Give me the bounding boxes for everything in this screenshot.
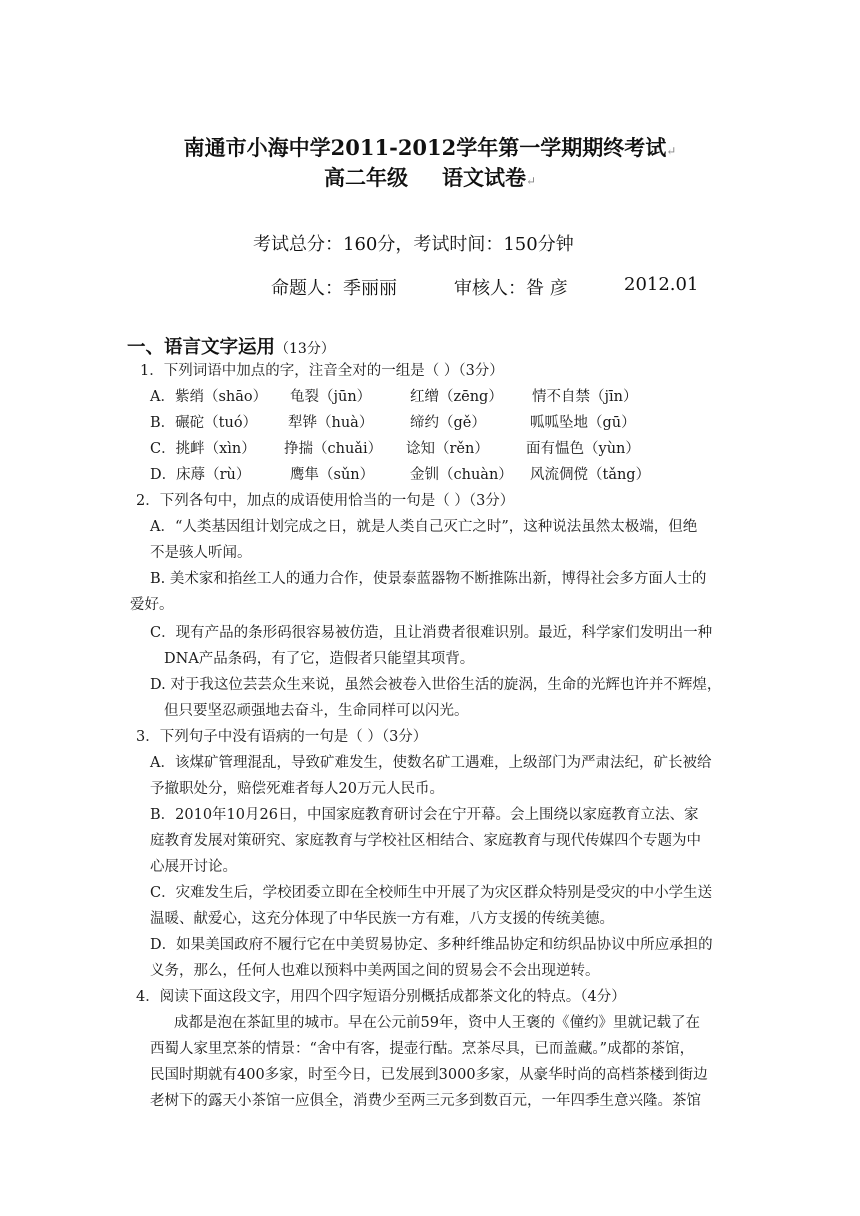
section-points: （13分） — [275, 341, 335, 357]
option-item: 龟裂（jūn） — [290, 389, 372, 405]
option-item: 缔约（gě） — [410, 415, 486, 431]
option-item: 犁铧（huà） — [288, 415, 374, 431]
q3-option-c-line1: C．灾难发生后，学校团委立即在全校师生中开展了为灾区群众特别是受灾的中小学生送 — [150, 885, 713, 901]
exam-title-line1 — [0, 132, 860, 162]
q1-stem: 1．下列词语中加点的字，注音全对的一组是（ ）（3分） — [140, 363, 504, 379]
option-item: 谂知（rěn） — [406, 441, 489, 457]
q3-option-b-line3: 心展开讨论。 — [150, 859, 237, 875]
reviewer-label: 审核人：昝 彦 — [454, 278, 568, 299]
return-mark-icon: ↵ — [525, 174, 537, 188]
q3-option-c-line2: 温暖、献爱心，这充分体现了中华民族一方有难，八方支援的传统美德。 — [150, 911, 614, 927]
q3-option-b-line1: B．2010年10月26日，中国家庭教育研讨会在宁开幕。会上围绕以家庭教育立法、家 — [150, 807, 699, 823]
exam-title: 南通市小海中学2011-2012学年第一学期期终考试 — [183, 135, 667, 160]
q3-option-b-line2: 庭教育发展对策研究、家庭教育与学校社区相结合、家庭教育与现代传媒四个专题为中 — [150, 833, 701, 849]
q2-option-b-line1: B. 美术家和掐丝工人的通力合作，使景泰蓝器物不断推陈出新，博得社会多方面人士的 — [150, 571, 707, 587]
q2-option-a-line2: 不是骇人听闻。 — [150, 545, 252, 561]
option-item: 鹰隼（sǔn） — [290, 467, 375, 483]
q2-option-b-line2: 爱好。 — [130, 597, 174, 613]
return-mark-icon: ↵ — [666, 144, 677, 158]
q4-passage-line4: 老树下的露天小茶馆一应俱全，消费少至两三元多到数百元，一年四季生意兴隆。茶馆 — [150, 1093, 701, 1109]
option-item: A．紫绡（shāo） — [150, 389, 268, 405]
q2-option-a-line1: A．“人类基因组计划完成之日，就是人类自己灭亡之时”，这种说法虽然太极端，但绝 — [150, 519, 698, 535]
exam-date: 2012.01 — [624, 274, 699, 295]
section-heading — [127, 333, 335, 359]
option-item: 呱呱坠地（gū） — [530, 415, 636, 431]
subject-label: 语文试卷 — [441, 165, 526, 190]
q2-option-d-line2: 但只要坚忍顽强地去奋斗，生命同样可以闪光。 — [164, 703, 469, 719]
q2-option-d-line1: D. 对于我这位芸芸众生来说，虽然会被卷入世俗生活的旋涡，生命的光辉也许并不辉煌， — [150, 677, 722, 693]
option-item: C．挑衅（xìn） — [150, 441, 256, 457]
option-item: 金钏（chuàn） — [410, 467, 513, 483]
q4-stem: 4．阅读下面这段文字，用四个四字短语分别概括成都茶文化的特点。（4分） — [136, 989, 626, 1005]
q4-passage-line1: 成都是泡在茶缸里的城市。早在公元前59年，资中人王褒的《僮约》里就记载了在 — [174, 1015, 700, 1031]
q2-stem: 2．下列各句中，加点的成语使用恰当的一句是（ ）（3分） — [136, 493, 515, 509]
option-item: 情不自禁（jīn） — [532, 389, 638, 405]
q3-stem: 3．下列句子中没有语病的一句是（ ）（3分） — [136, 729, 428, 745]
option-item: D．床蓐（rù） — [150, 467, 251, 483]
option-item: 挣揣（chuǎi） — [284, 441, 383, 457]
q3-option-a-line1: A．该煤矿管理混乱，导致矿难发生，使数名矿工遇难，上级部门为严肃法纪，矿长被给 — [150, 755, 712, 771]
exam-title-line2 — [0, 162, 860, 192]
q3-option-d-line1: D．如果美国政府不履行它在中美贸易协定、多种纤维品协定和纺织品协议中所应承担的 — [150, 937, 713, 953]
q2-option-c-line1: C．现有产品的条形码很容易被仿造，且让消费者很难识别。最近，科学家们发明出一种 — [150, 625, 713, 641]
author-label: 命题人：季丽丽 — [271, 278, 397, 299]
q3-option-d-line2: 义务，那么，任何人也难以预料中美两国之间的贸易会不会出现逆转。 — [150, 963, 600, 979]
section-title: 一、语言文字运用 — [127, 337, 276, 358]
option-item: 面有愠色（yùn） — [526, 441, 640, 457]
q4-passage-line3: 民国时期就有400多家，时至今日，已发展到3000多家，从豪华时尚的高档茶楼到街边 — [150, 1067, 708, 1083]
exam-info: 考试总分：160分，考试时间：150分钟 — [253, 234, 574, 255]
option-item: 红缯（zēng） — [410, 389, 503, 405]
option-item: B．碾砣（tuó） — [150, 415, 258, 431]
option-item: 风流倜傥（tǎng） — [530, 467, 651, 483]
q4-passage-line2: 西蜀人家里烹茶的情景：“舍中有客，提壶行酤。烹茶尽具，已而盖藏。”成都的茶馆， — [150, 1041, 695, 1057]
q2-option-c-line2: DNA产品条码，有了它，造假者只能望其项背。 — [164, 651, 475, 667]
q3-option-a-line2: 予撤职处分，赔偿死难者每人20万元人民币。 — [150, 781, 444, 797]
grade-label: 高二年级 — [323, 165, 408, 190]
